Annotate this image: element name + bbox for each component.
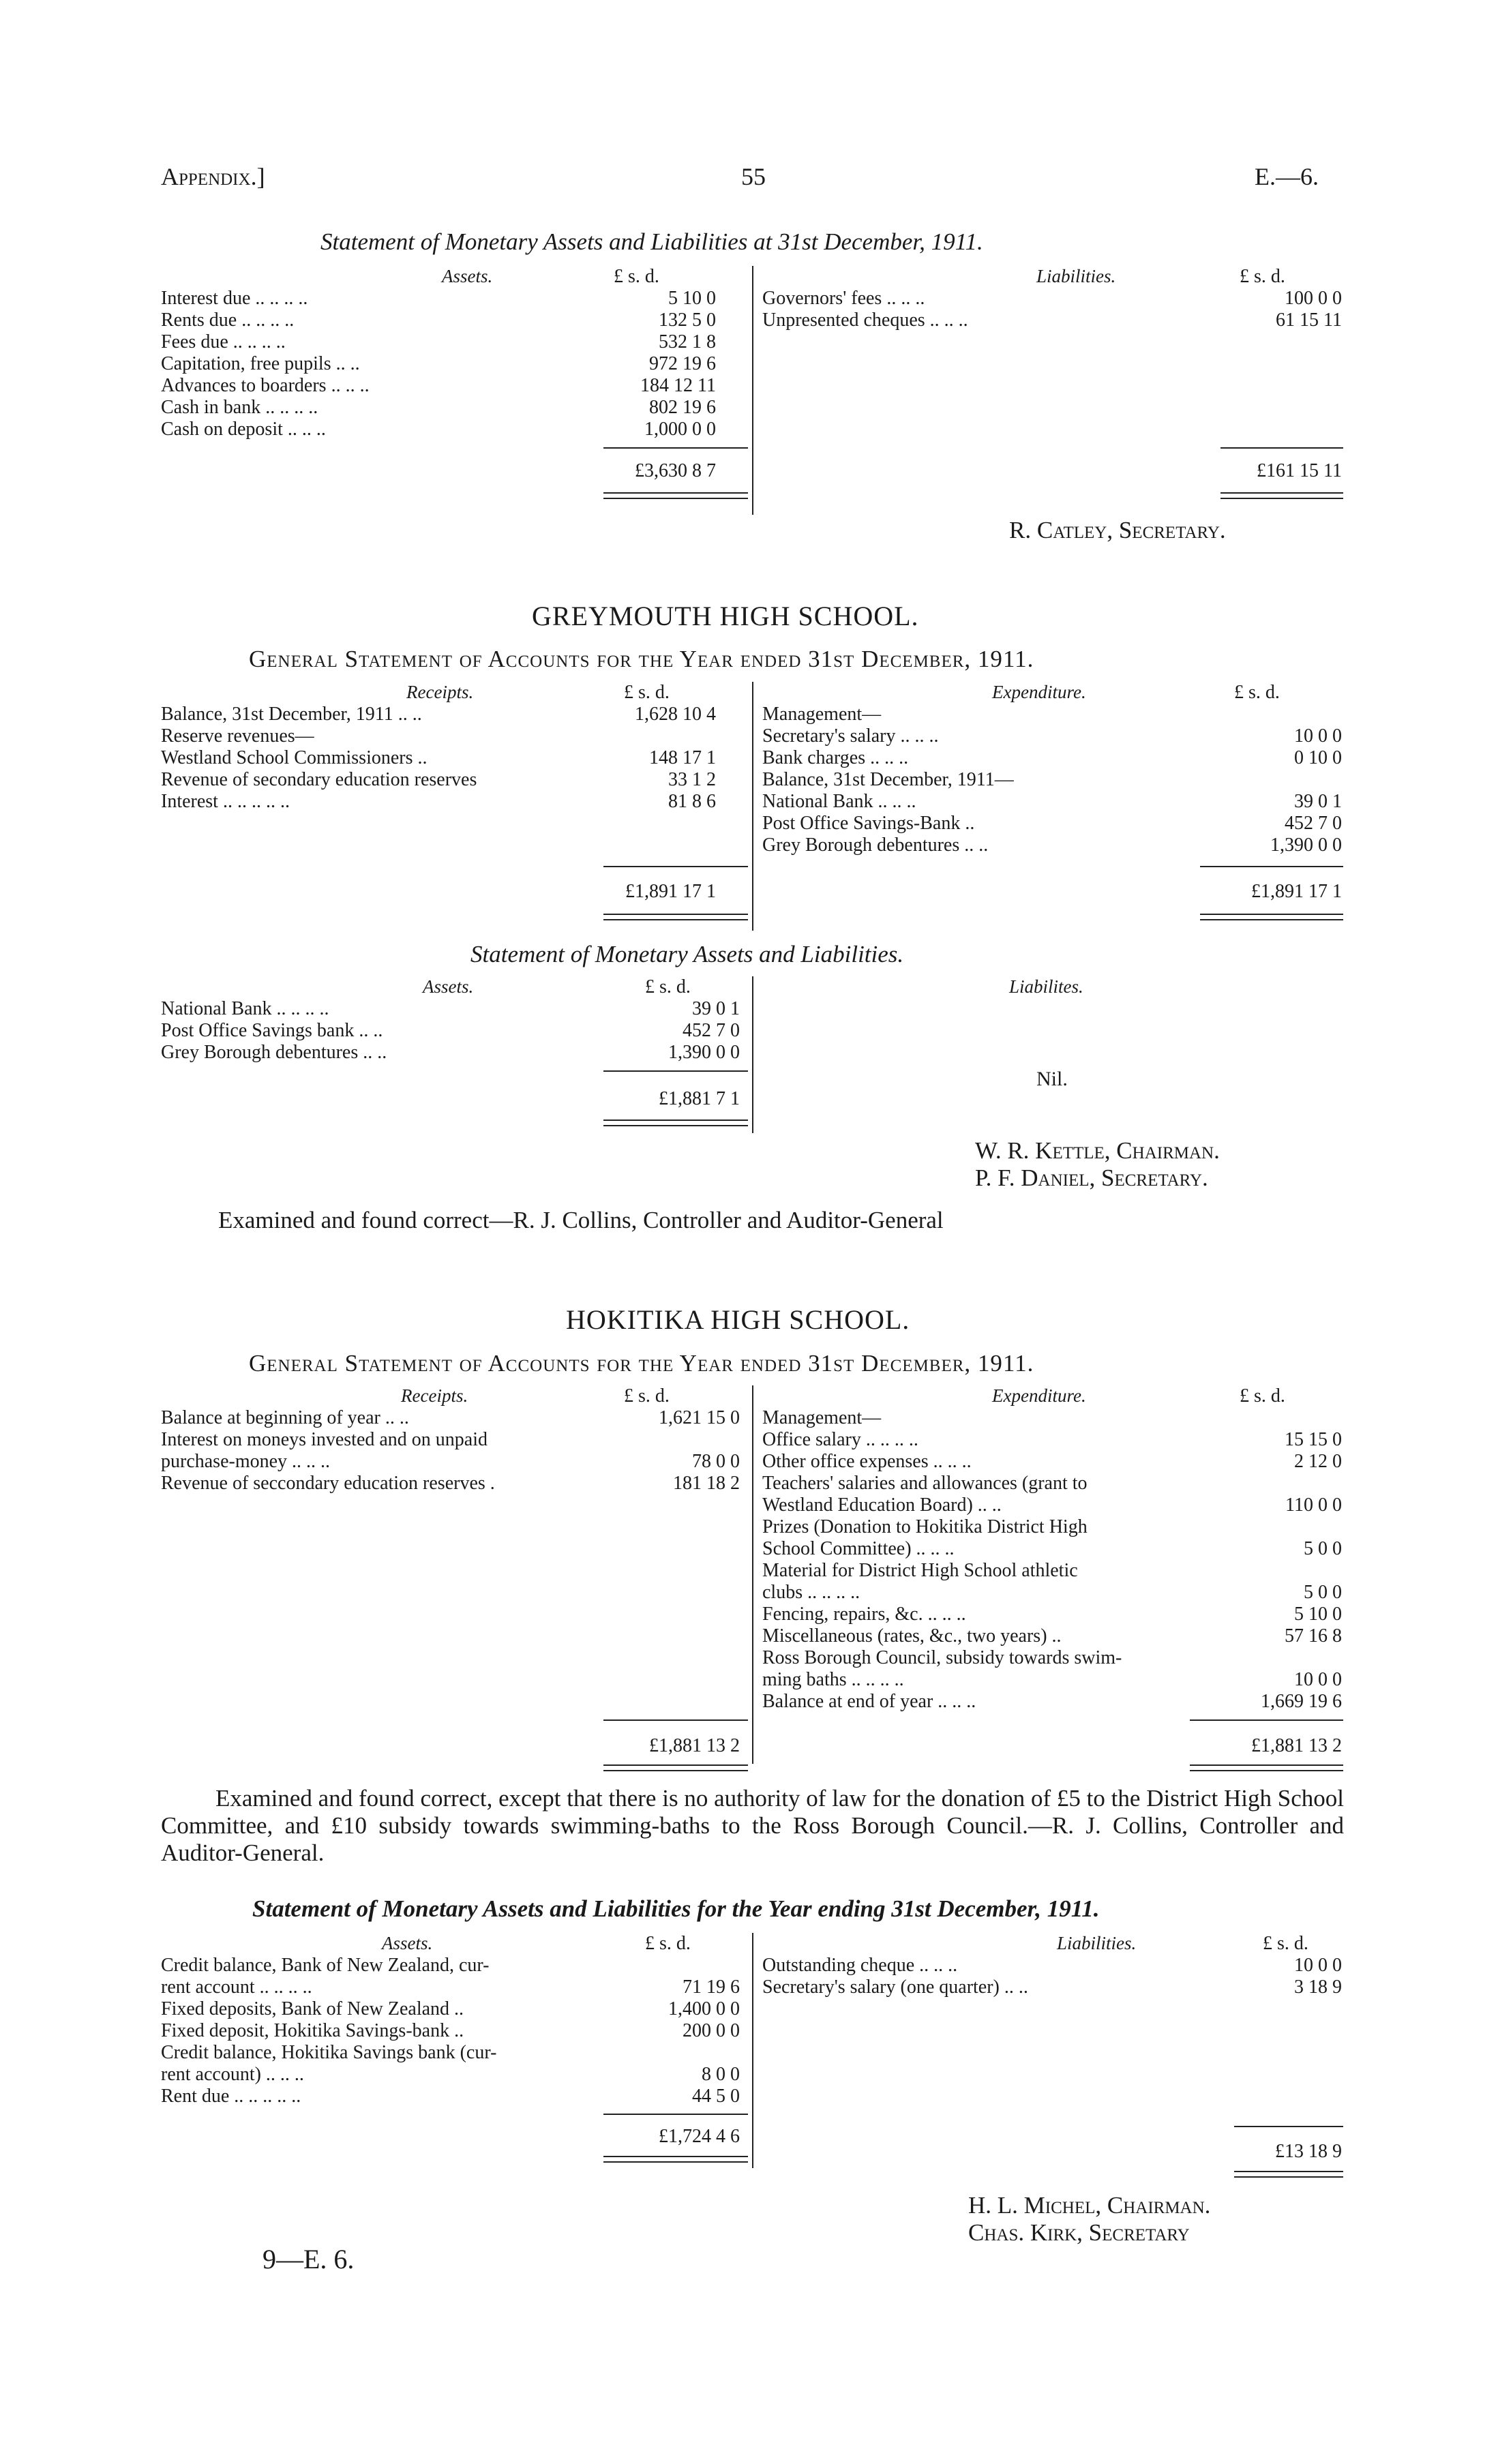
rule [1190,1764,1343,1766]
hokitika-liab-total: £13 18 9 [1275,2141,1342,2162]
rule [603,2161,748,2163]
document-code: E.—6. [1255,163,1319,190]
hokitika-expend-item: Fencing, repairs, &c. .. .. .. [762,1604,966,1625]
hokitika-asset-item: Credit balance, Hokitika Savings bank (cur- [161,2042,497,2063]
stmt1-asset-amt: 132 5 0 [659,310,716,331]
greymouth-receipts-label: Receipts. [406,682,474,702]
greymouth-title: GREYMOUTH HIGH SCHOOL. [532,601,919,631]
greymouth-general-title: General Statement of Accounts for the Year ended 31st December, 1911. [249,646,1034,672]
stmt1-assets-total: £3,630 8 7 [635,460,716,481]
hokitika-receipt-amt: 78 0 0 [692,1451,740,1472]
hokitika-asset-item: Fixed deposit, Hokitika Savings-bank .. [161,2020,464,2041]
hokitika-expend-label: Expenditure. [992,1385,1086,1406]
greymouth-liab-label: Liabilites. [1009,976,1083,997]
greymouth-receipt-amt: 1,628 10 4 [635,704,716,725]
hokitika-expend-item: Material for District High School athletic [762,1560,1078,1581]
rule [1200,919,1343,920]
hokitika-expend-amt: 2 12 0 [1294,1451,1342,1472]
hokitika-liab-amt: 10 0 0 [1294,1955,1342,1976]
greymouth-expend-item: Management— [762,704,882,725]
stmt1-liab-amt: 100 0 0 [1285,288,1342,309]
greymouth-asset-amt: 1,390 0 0 [668,1042,740,1063]
hokitika-receipt-amt: 181 18 2 [673,1473,740,1494]
rule [603,914,748,915]
greymouth-chairman: W. R. Kettle, Chairman. [975,1137,1220,1164]
stmt1-signature: R. Catley, Secretary. [1009,517,1226,543]
hokitika-expend-amt: 5 0 0 [1304,1538,1342,1559]
hokitika-expend-item: Westland Education Board) .. .. [762,1494,1002,1516]
greymouth-expend-item: National Bank .. .. .. [762,791,916,812]
hokitika-receipt-item: Interest on moneys invested and on unpaid [161,1429,488,1450]
hokitika-liab-lsd: £ s. d. [1263,1933,1308,1954]
greymouth-expend-amt: 39 0 1 [1294,791,1342,812]
hokitika-title: HOKITIKA HIGH SCHOOL. [566,1304,910,1335]
greymouth-expend-total: £1,891 17 1 [1251,881,1342,902]
greymouth-assets-lsd: £ s. d. [645,976,691,997]
hokitika-expend-item: Office salary .. .. .. .. [762,1429,918,1450]
hokitika-expend-item: Teachers' salaries and allowances (grant to [762,1473,1088,1494]
rule [603,2114,748,2115]
hokitika-liab-item: Secretary's salary (one quarter) .. .. [762,1977,1028,1998]
rule [603,919,748,920]
greymouth-examined: Examined and found correct—R. J. Collins, Controller and Auditor-General [218,1207,944,1233]
rule [603,1070,748,1072]
stmt1-asset-amt: 184 12 11 [640,375,716,396]
rule [1220,447,1343,449]
hokitika-receipt-item: purchase-money .. .. .. [161,1451,331,1472]
rule [603,1125,748,1126]
greymouth-expend-amt: 10 0 0 [1294,725,1342,747]
hokitika-general-title: General Statement of Accounts for the Year ended 31st December, 1911. [249,1350,1034,1377]
hokitika-assets-total: £1,724 4 6 [659,2126,740,2147]
stmt1-lsd: £ s. d. [614,266,659,287]
hokitika-expend-amt: 57 16 8 [1285,1625,1342,1647]
rule [603,492,748,494]
hokitika-examined: Examined and found correct, except that there is no authority of law for the donation of £5 to the District High School Committee, and £10 subsidy towards swimming-baths to the Ross Borough Council.—R. J. Collins, Controller and Auditor-General. [161,1785,1344,1866]
hokitika-asset-item: Credit balance, Bank of New Zealand, cur- [161,1955,490,1976]
greymouth-asset-item: National Bank .. .. .. .. [161,998,329,1019]
hokitika-expend-item: Balance at end of year .. .. .. [762,1691,976,1712]
hokitika-expend-amt: 5 10 0 [1294,1604,1342,1625]
rule [603,1120,748,1121]
hokitika-asset-item: rent account) .. .. .. [161,2064,304,2085]
hokitika-asset-item: Fixed deposits, Bank of New Zealand .. [161,1998,464,2019]
hokitika-chairman: H. L. Michel, Chairman. [968,2192,1211,2219]
greymouth-expend-amt: 452 7 0 [1285,813,1342,834]
greymouth-receipt-amt: 33 1 2 [668,769,716,790]
greymouth-assets-total: £1,881 7 1 [659,1088,740,1109]
greymouth-assets-label: Assets. [423,976,474,997]
hokitika-asset-amt: 8 0 0 [702,2064,740,2085]
stmt1-asset-amt: 802 19 6 [649,397,716,418]
hokitika-asset-amt: 1,400 0 0 [668,1998,740,2019]
stmt1-assets-label: Assets. [442,266,493,286]
greymouth-expend-label: Expenditure. [992,682,1086,702]
hokitika-asset-item: rent account .. .. .. .. [161,1977,312,1998]
hokitika-expend-amt: 110 0 0 [1285,1494,1342,1516]
greymouth-liab-nil: Nil. [1036,1068,1068,1090]
hokitika-asset-amt: 44 5 0 [692,2086,740,2107]
greymouth-receipt-item: Revenue of secondary education reserves [161,769,477,790]
hokitika-stmt-title: Statement of Monetary Assets and Liabilities for the Year ending 31st December, 1911. [252,1895,1100,1922]
stmt1-asset-item: Fees due .. .. .. .. [161,331,286,352]
stmt1-asset-item: Advances to boarders .. .. .. [161,375,370,396]
greymouth-asset-amt: 39 0 1 [692,998,740,1019]
rule [603,1719,748,1721]
greymouth-receipts-total: £1,891 17 1 [625,881,716,902]
greymouth-receipt-item: Reserve revenues— [161,725,314,747]
hokitika-expend-item: clubs .. .. .. .. [762,1582,860,1603]
greymouth-lsd: £ s. d. [624,682,670,703]
rule [603,866,748,867]
hokitika-divider [752,1385,753,1764]
greymouth-expend-item: Secretary's salary .. .. .. [762,725,939,747]
rule [1234,2126,1343,2127]
hokitika-asset-amt: 71 19 6 [683,1977,740,1998]
hokitika-asset-item: Rent due .. .. .. .. .. [161,2086,301,2107]
rule [603,447,748,449]
rule [1234,2171,1343,2172]
greymouth-receipt-item: Balance, 31st December, 1911 .. .. [161,704,422,725]
hokitika-expend-amt: 15 15 0 [1285,1429,1342,1450]
greymouth-lsd-right: £ s. d. [1234,682,1280,703]
stmt1-liab-item: Governors' fees .. .. .. [762,288,925,309]
hokitika-expend-item: Other office expenses .. .. .. [762,1451,972,1472]
rule [603,1770,748,1771]
hokitika-receipt-amt: 1,621 15 0 [659,1407,740,1428]
hokitika-expend-item: School Committee) .. .. .. [762,1538,955,1559]
greymouth-expend-item: Post Office Savings-Bank .. [762,813,975,834]
hokitika-asset-amt: 200 0 0 [683,2020,740,2041]
stmt1-asset-item: Cash in bank .. .. .. .. [161,397,318,418]
stmt1-liab-total: £161 15 11 [1257,460,1342,481]
hokitika-expend-amt: 1,669 19 6 [1261,1691,1342,1712]
hokitika-expend-item: Ross Borough Council, subsidy towards swim- [762,1647,1122,1668]
greymouth-receipt-amt: 148 17 1 [649,747,716,768]
hokitika-expend-amt: 10 0 0 [1294,1669,1342,1690]
hokitika-receipt-item: Revenue of seccondary education reserves . [161,1473,495,1494]
rule [1234,2176,1343,2178]
greymouth-stmt-divider [752,976,753,1133]
hokitika-lsd: £ s. d. [624,1385,670,1407]
hokitika-expend-item: ming baths .. .. .. .. [762,1669,904,1690]
greymouth-expend-item: Balance, 31st December, 1911— [762,769,1014,790]
stmt1-asset-item: Capitation, free pupils .. .. [161,353,360,374]
footer-signature-code: 9—E. 6. [263,2244,355,2274]
hokitika-expend-item: Miscellaneous (rates, &c., two years) .. [762,1625,1062,1647]
hokitika-receipt-item: Balance at beginning of year .. .. [161,1407,409,1428]
hokitika-liab-amt: 3 18 9 [1294,1977,1342,1998]
hokitika-liab-item: Outstanding cheque .. .. .. [762,1955,958,1976]
rule [603,1764,748,1766]
appendix-label: Appendix.] [161,163,265,190]
hokitika-receipts-label: Receipts. [401,1385,468,1406]
stmt1-lsd-right: £ s. d. [1240,266,1285,287]
hokitika-expend-amt: 5 0 0 [1304,1582,1342,1603]
hokitika-stmt-divider [752,1933,753,2168]
greymouth-divider [752,682,753,931]
hokitika-receipts-total: £1,881 13 2 [649,1735,740,1756]
stmt1-liab-amt: 61 15 11 [1276,310,1342,331]
rule [1200,914,1343,915]
greymouth-receipt-amt: 81 8 6 [668,791,716,812]
stmt1-asset-item: Rents due .. .. .. .. [161,310,295,331]
hokitika-assets-lsd: £ s. d. [645,1933,691,1954]
rule [1190,1719,1343,1721]
hokitika-secretary: Chas. Kirk, Secretary [968,2219,1190,2246]
stmt1-title: Statement of Monetary Assets and Liabilities at 31st December, 1911. [320,228,983,255]
stmt1-liab-item: Unpresented cheques .. .. .. [762,310,968,331]
stmt1-liab-label: Liabilities. [1036,266,1116,286]
hokitika-liab-label: Liabilities. [1057,1933,1137,1953]
greymouth-asset-item: Grey Borough debentures .. .. [161,1042,387,1063]
page-number: 55 [741,163,766,190]
greymouth-stmt-title: Statement of Monetary Assets and Liabilities. [470,941,904,967]
hokitika-lsd-right: £ s. d. [1240,1385,1285,1407]
greymouth-asset-amt: 452 7 0 [683,1020,740,1041]
rule [603,498,748,499]
rule [1220,498,1343,499]
rule [603,2156,748,2157]
stmt1-asset-amt: 532 1 8 [659,331,716,352]
hokitika-expend-total: £1,881 13 2 [1251,1735,1342,1756]
hokitika-assets-label: Assets. [382,1933,433,1953]
greymouth-receipt-item: Interest .. .. .. .. .. [161,791,290,812]
stmt1-divider [752,266,753,515]
greymouth-expend-amt: 0 10 0 [1294,747,1342,768]
rule [1200,866,1343,867]
hokitika-expend-item: Management— [762,1407,882,1428]
greymouth-receipt-item: Westland School Commissioners .. [161,747,428,768]
hokitika-expend-item: Prizes (Donation to Hokitika District High [762,1516,1088,1537]
greymouth-asset-item: Post Office Savings bank .. .. [161,1020,383,1041]
rule [1220,492,1343,494]
stmt1-asset-item: Interest due .. .. .. .. [161,288,308,309]
rule [1190,1770,1343,1771]
stmt1-asset-item: Cash on deposit .. .. .. [161,419,326,440]
greymouth-expend-item: Grey Borough debentures .. .. [762,835,989,856]
greymouth-expend-item: Bank charges .. .. .. [762,747,909,768]
greymouth-expend-amt: 1,390 0 0 [1270,835,1342,856]
greymouth-secretary: P. F. Daniel, Secretary. [975,1165,1208,1191]
stmt1-asset-amt: 5 10 0 [668,288,716,309]
stmt1-asset-amt: 972 19 6 [649,353,716,374]
stmt1-asset-amt: 1,000 0 0 [644,419,716,440]
